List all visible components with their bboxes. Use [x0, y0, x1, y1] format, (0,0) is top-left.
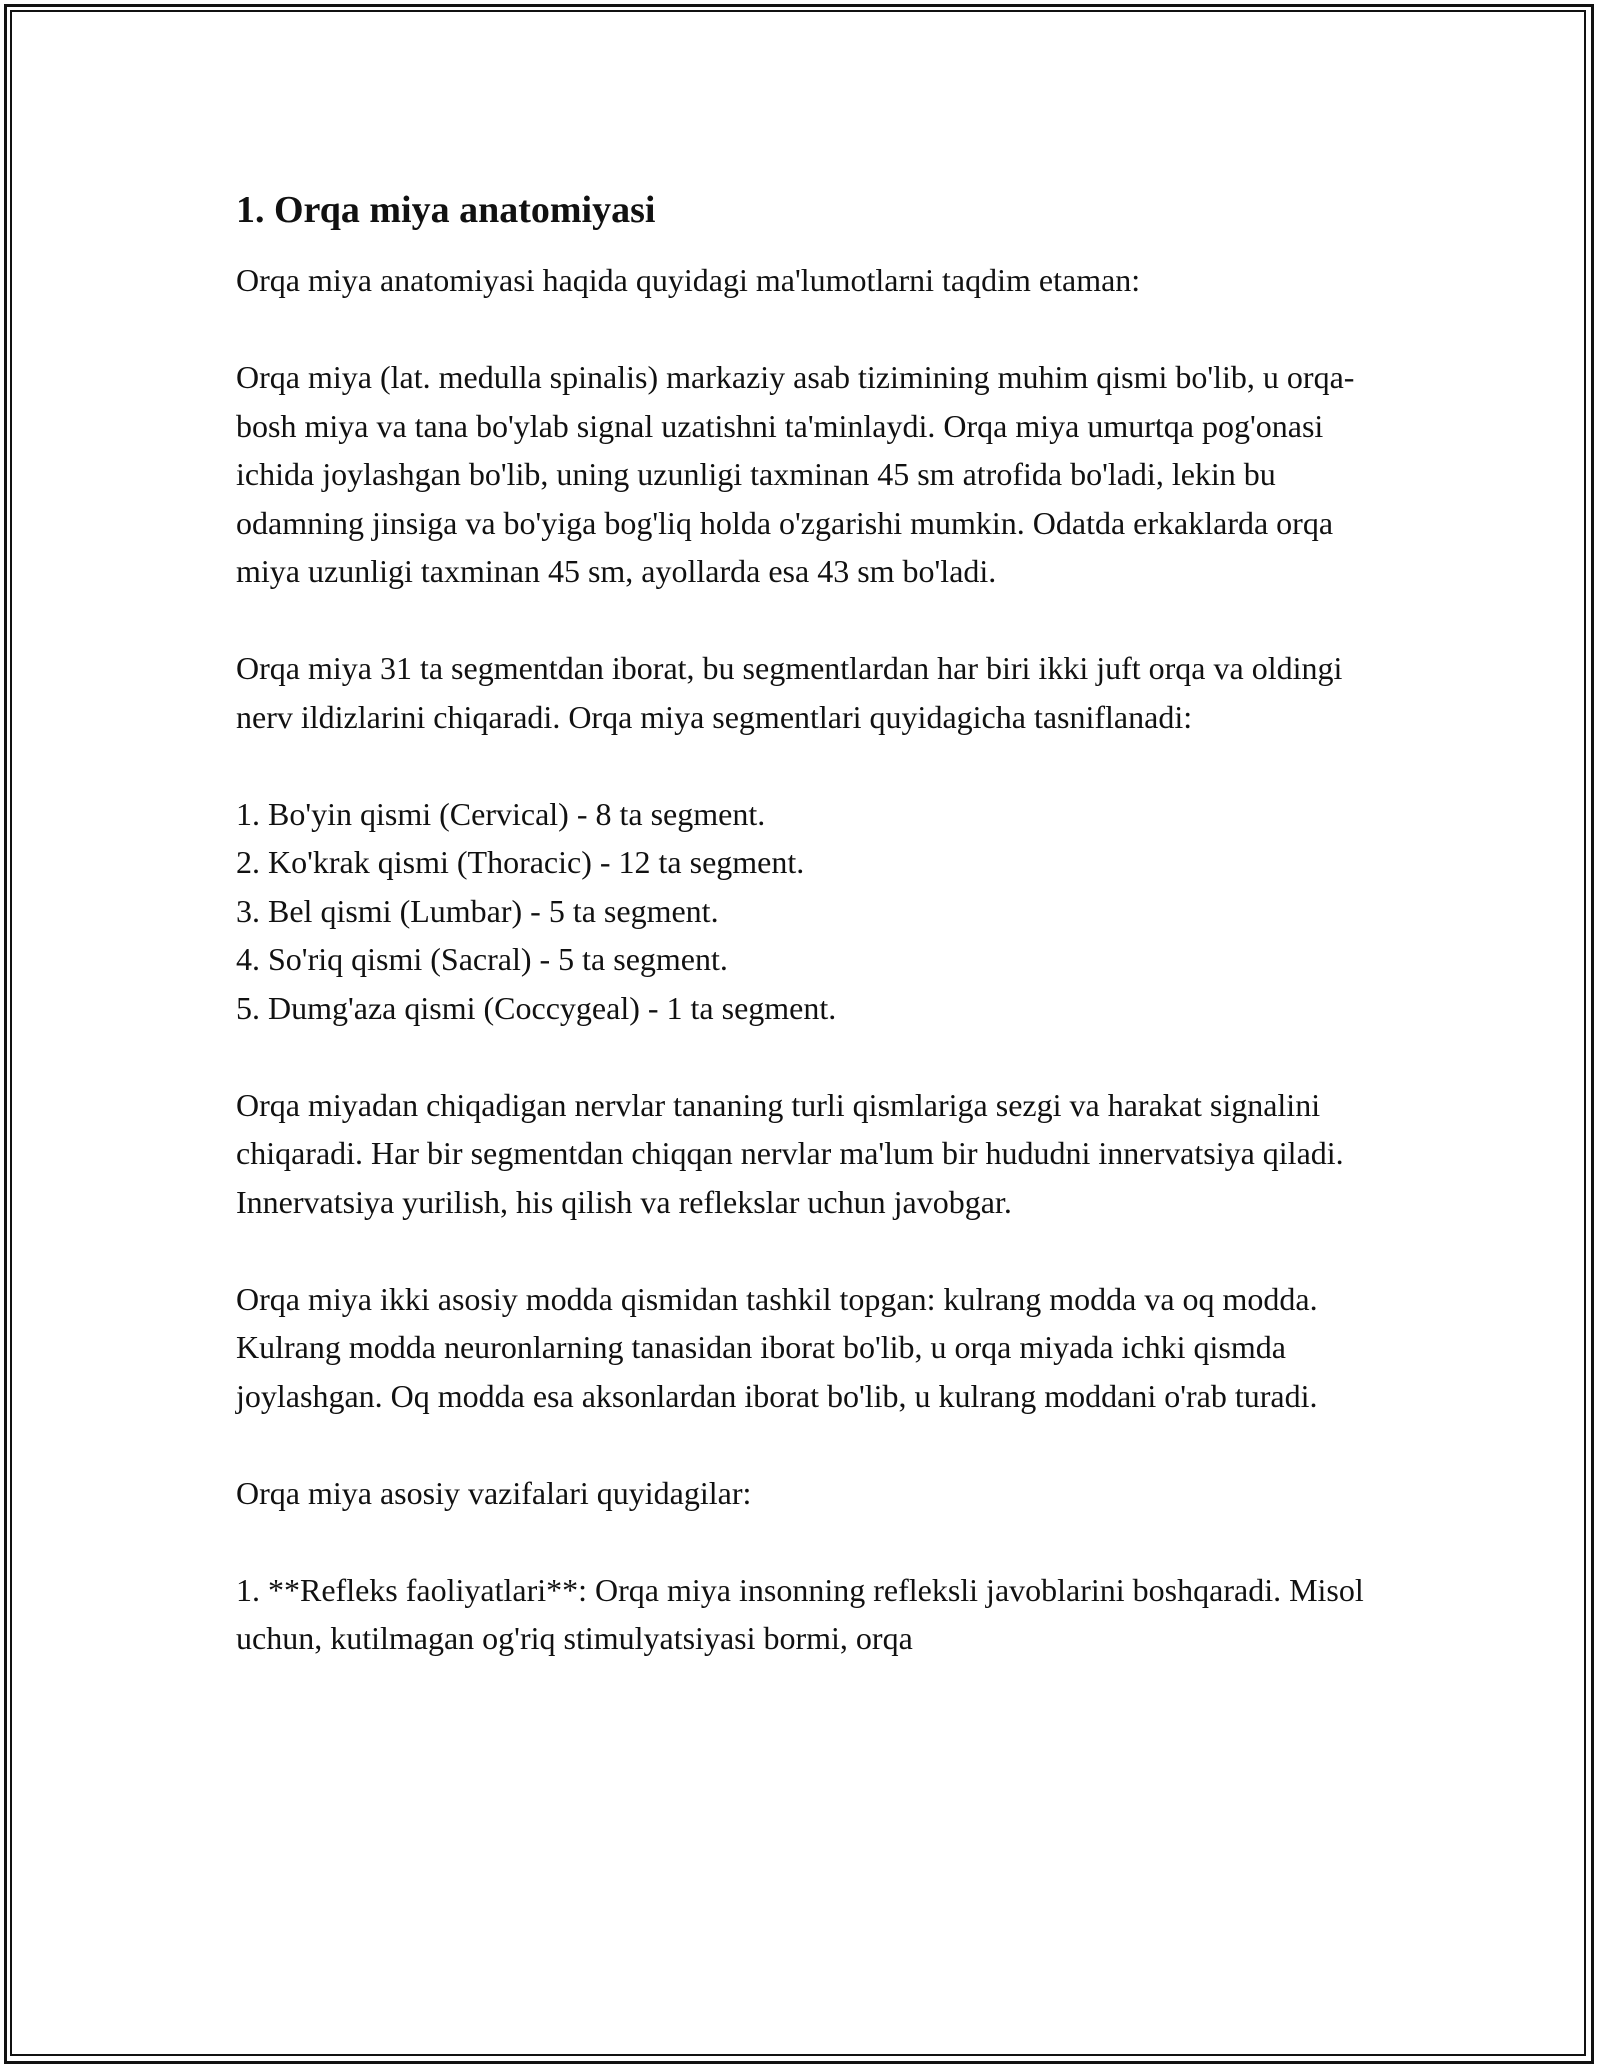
paragraph-reflex: 1. **Refleks faoliyatlari**: Orqa miya insonning refleksli javoblarini boshqaradi. Misol uchun, kutilmagan og'riq stimulyatsiyasi bormi, orqa — [236, 1571, 1364, 1656]
paragraph-nerves: Orqa miyadan chiqadigan nervlar tananing turli qismlariga sezgi va harakat signalini chiqaradi. Har bir segmentdan chiqqan nervlar ma'lum bir hududni innervatsiya qiladi. Innervatsiya yurilish, his qilish va reflekslar uchun javobgar. — [236, 1086, 1344, 1220]
document-title: 1. Orqa miya anatomiyasi — [236, 189, 656, 231]
paragraph-matter: Orqa miya ikki asosiy modda qismidan tashkil topgan: kulrang modda va oq modda. Kulrang modda neuronlarning tanasidan iborat bo'lib, u orqa miyada ichki qismda joylashgan. Oq modda esa aksonlardan iborat bo'lib, u kulrang moddani o'rab turadi. — [236, 1280, 1318, 1414]
paragraph-segments-intro: Orqa miya 31 ta segmentdan iborat, bu segmentlardan har biri ikki juft orqa va oldingi nerv ildizlarini chiqaradi. Orqa miya segmentlari quyidagicha tasniflanadi: — [236, 650, 1343, 735]
list-item: 1. Bo'yin qismi (Cervical) - 8 ta segment. — [236, 795, 766, 832]
document-body — [236, 186, 1376, 1711]
segment-list — [236, 790, 1376, 1033]
paragraph-overview: Orqa miya (lat. medulla spinalis) markaziy asab tizimining muhim qismi bo'lib, u orqa-bosh miya va tana bo'ylab signal uzatishni ta'minlaydi. Orqa miya umurtqa pog'onasi ichida joylashgan bo'lib, uning uzunligi taxminan 45 sm atrofida bo'ladi, lekin bu odamning jinsiga va bo'yiga bog'liq holda o'zgarishi mumkin. Odatda erkaklarda orqa miya uzunligi taxminan 45 sm, ayollarda esa 43 sm bo'ladi. — [236, 359, 1355, 589]
list-item: 4. So'riq qismi (Sacral) - 5 ta segment. — [236, 941, 728, 977]
intro-paragraph: Orqa miya anatomiyasi haqida quyidagi ma'lumotlarni taqdim etaman: — [236, 262, 1141, 298]
list-item: 5. Dumg'aza qismi (Coccygeal) - 1 ta segment. — [236, 989, 837, 1026]
list-item: 2. Ko'krak qismi (Thoracic) - 12 ta segment. — [236, 844, 805, 880]
list-item: 3. Bel qismi (Lumbar) - 5 ta segment. — [236, 892, 719, 929]
paragraph-functions-intro: Orqa miya asosiy vazifalari quyidagilar: — [236, 1474, 752, 1511]
